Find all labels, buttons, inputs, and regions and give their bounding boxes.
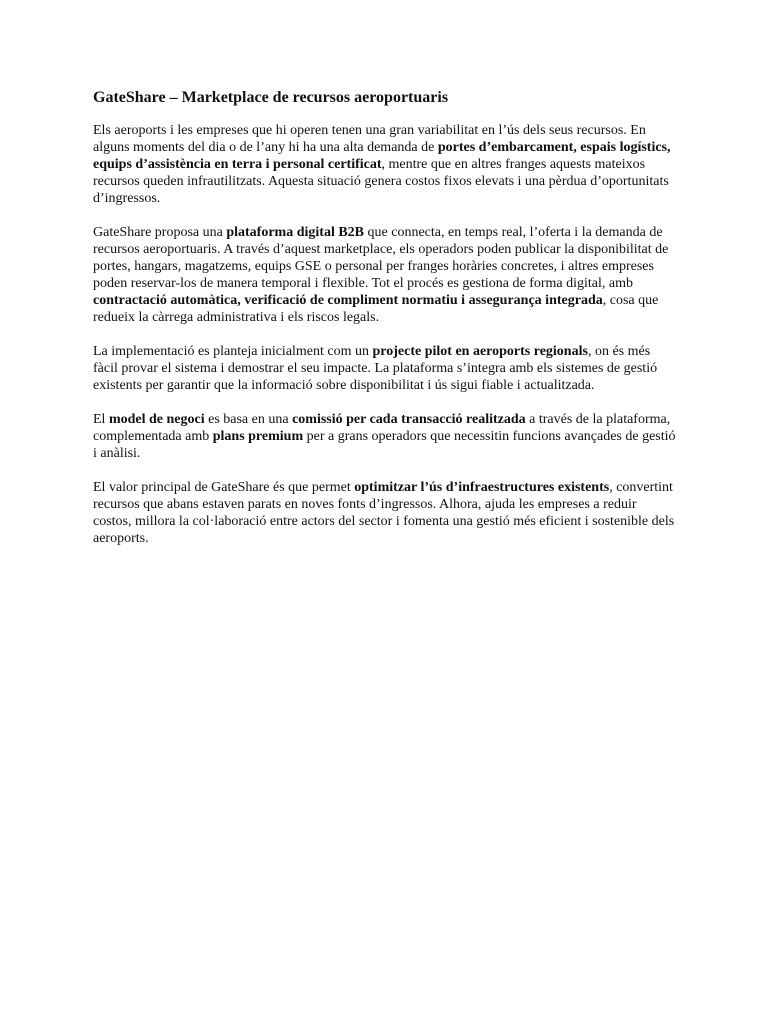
paragraph-1-text-2: , mentre que en altres franges aquests mateixos recursos queden infrautilitzats. Aquesta situació genera costos fixos elevats i una pèrdua d’oportunitats d’ingressos. [93,157,669,206]
paragraph-5-text-1: El valor principal de GateShare és que permet [93,480,355,495]
paragraph-1-bold-1: portes d’embarcament, espais logístics, equips d’assistència en terra i personal certificat [93,140,671,172]
document-title: GateShare – Marketplace de recursos aeroportuaris [93,89,449,106]
paragraph-2-bold-1: plataforma digital B2B [226,225,365,240]
paragraph-4-text-2: es basa en una [204,412,293,427]
paragraph-1 [93,122,678,207]
document-body [93,88,678,564]
paragraph-3-text-2: , on és més fàcil provar el sistema i demostrar el seu impacte. La plataforma s’integra amb els sistemes de gestió existents per garantir que la informació sobre disponibilitat i ús sigui fiable i actualitzada. [93,344,658,393]
paragraph-2-text-2: que connecta, en temps real, l’oferta i la demanda de recursos aeroportuaris. A través d’aquest marketplace, els operadors poden publicar la disponibilitat de portes, hangars, magatzems, equips GSE o personal per franges horàries concretes, i altres empreses poden reservar-los de manera temporal i flexible. Tot el procés es gestiona de forma digital, amb [93,225,669,291]
paragraph-2-text-3: , cosa que redueix la càrrega administrativa i els riscos legals. [93,293,659,325]
paragraph-3-text-1: La implementació es planteja inicialment com un [93,344,373,359]
paragraph-1-text-1: Els aeroports i les empreses que hi operen tenen una gran variabilitat en l’ús dels seus recursos. En alguns moments del dia o de l’any hi ha una alta demanda de [93,123,646,155]
paragraph-5-text-2: , convertint recursos que abans estaven parats en noves fonts d’ingressos. Alhora, ajuda les empreses a reduir costos, millora la col·laboració entre actors del sector i fomenta una gestió més eficient i sostenible dels aeroports. [93,480,675,546]
paragraph-5 [93,479,678,547]
paragraph-4-bold-2: comissió per cada transacció realitzada [292,412,526,427]
paragraph-2-bold-2: contractació automàtica, verificació de compliment normatiu i assegurança integrada [93,293,603,308]
paragraph-4-text-1: El [93,412,109,427]
paragraph-5-bold-1: optimitzar l’ús d’infraestructures existents [354,480,610,495]
paragraph-2-text-1: GateShare proposa una [93,225,227,240]
paragraph-2 [93,224,678,326]
paragraph-4-bold-3: plans premium [212,429,304,444]
paragraph-4-bold-1: model de negoci [108,412,205,427]
paragraph-4-text-4: per a grans operadors que necessitin funcions avançades de gestió i anàlisi. [93,429,676,461]
paragraph-3 [93,343,678,394]
paragraph-4-text-3: a través de la plataforma, complementada amb [93,412,671,444]
paragraph-4 [93,411,678,462]
paragraph-3-bold-1: projecte pilot en aeroports regionals [372,344,588,359]
